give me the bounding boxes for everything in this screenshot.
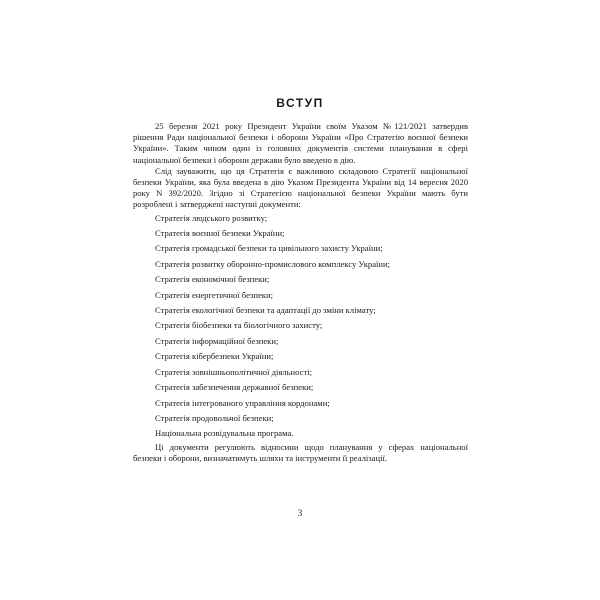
strategy-list — [133, 211, 468, 442]
intro-paragraph-2: Слід зауважити, що ця Стратегія є важливою складовою Стратегії національної безпеки України, яка була введена в дію Указом Президента України від 14 вересня 2020 року N 392/2020. Згідно зі Стратегією національної безпеки України мають бути розроблені і затверджені наступні документи: — [133, 165, 468, 210]
list-item: Стратегія громадської безпеки та цивільного захисту України; — [155, 243, 383, 254]
list-item: Стратегія інформаційної безпеки; — [155, 335, 279, 346]
list-item: Національна розвідувальна програма. — [155, 428, 294, 439]
list-item: Стратегія екологічної безпеки та адаптації до зміни клімату; — [155, 305, 376, 316]
body-text — [133, 121, 468, 464]
list-item: Стратегія енергетичної безпеки; — [155, 289, 273, 300]
page-heading: ВСТУП — [276, 96, 324, 110]
list-item: Стратегія продовольчої безпеки; — [155, 412, 274, 423]
list-item: Стратегія людського розвитку; — [155, 212, 268, 223]
list-item: Стратегія зовнішньополітичної діяльності; — [155, 366, 313, 377]
list-item: Стратегія біобезпеки та біологічного захисту; — [155, 320, 323, 331]
list-item: Стратегія розвитку оборонно-промислового комплексу України; — [155, 258, 390, 269]
list-item: Стратегія кібербезпеки України; — [155, 351, 274, 362]
intro-paragraph-1: 25 березня 2021 року Президент України своїм Указом №121/2021 затвердив рішення Ради національної безпеки і оборони України «Про Стратегію воєнної безпеки України». Таким чином один із головних документів системи планування в сфері національної безпеки і оборони держави було введено в дію. — [133, 121, 468, 165]
list-item: Стратегія забезпечення державної безпеки; — [155, 382, 314, 393]
closing-paragraph: Ці документи регулюють відносини щодо планування у сферах національної безпеки і оборони, визначатимуть шляхи та інструменти її реалізації. — [133, 441, 468, 463]
list-item: Стратегія воєнної безпеки України; — [155, 228, 285, 239]
list-item: Стратегія інтегрованого управління кордонами; — [155, 397, 330, 408]
page-number: 3 — [297, 508, 303, 518]
list-item: Стратегія економічної безпеки; — [155, 274, 270, 285]
